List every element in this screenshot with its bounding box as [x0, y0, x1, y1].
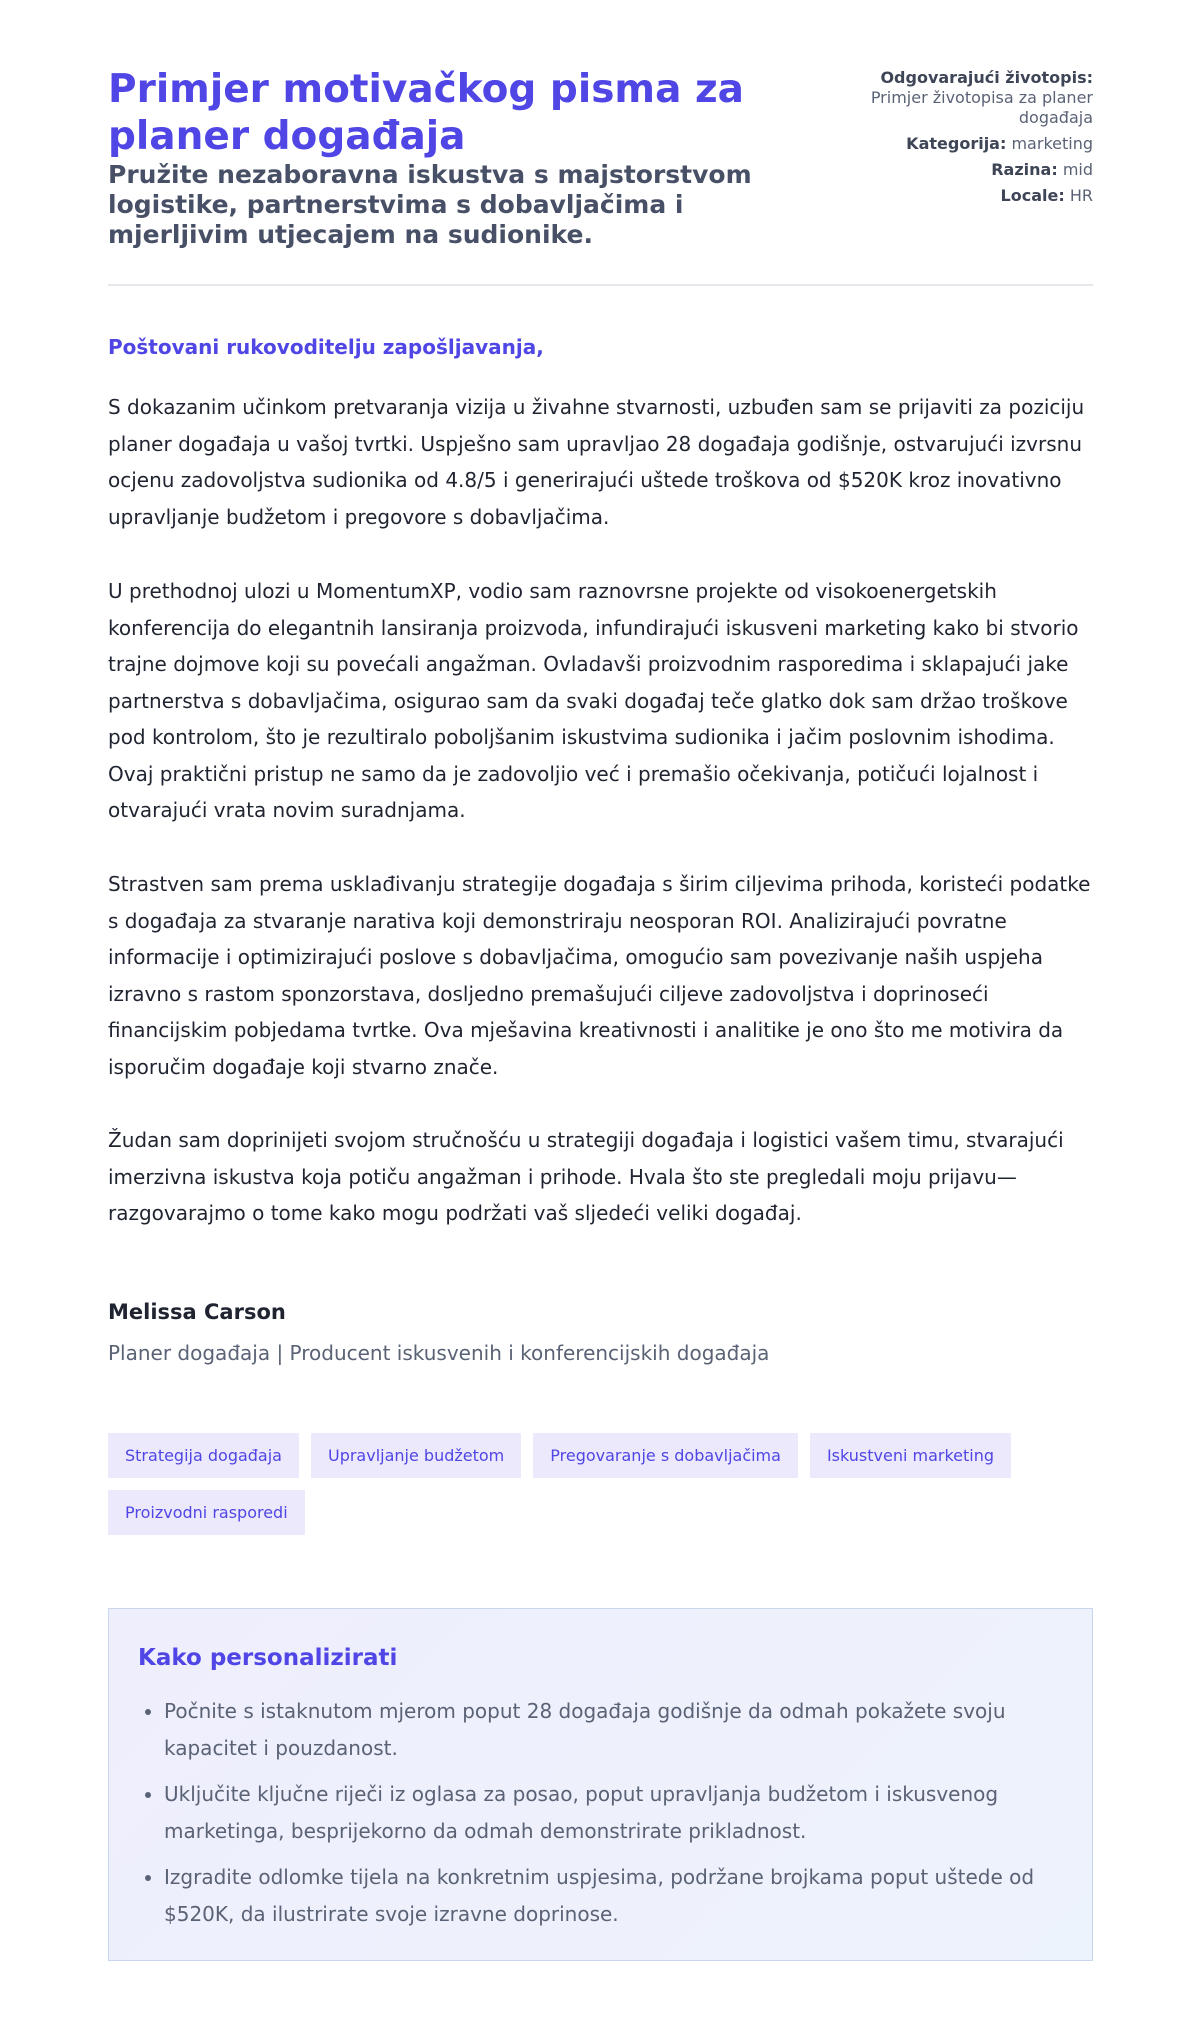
- tips-list: [138, 1693, 1084, 1942]
- meta-category-value: marketing: [1011, 134, 1093, 153]
- meta-level: [833, 160, 1093, 180]
- meta-resume-label: Odgovarajući životopis:: [880, 68, 1093, 87]
- tips-title: Kako personalizirati: [138, 1645, 398, 1671]
- skill-tag: Upravljanje budžetom: [311, 1433, 521, 1478]
- meta-level-value: mid: [1062, 160, 1093, 179]
- tip-item: • Izgradite odlomke tijela na konkretnim uspjesima, podržane brojkama poput uštede od $520K, da ilustrirate svoje izravne doprinose.: [164, 1859, 1084, 1932]
- letter-paragraph: Žudan sam doprinijeti svojom stručnošću u strategiji događaja i logistici vašem timu, stvarajući imerzivna iskustva koja potiču angažman i prihode. Hvala što ste pregledali moju prijavu—razgovarajmo o tome kako mogu podržati vaš sljedeći veliki događaj.: [108, 1128, 1064, 1225]
- meta-category: [833, 134, 1093, 154]
- page-header: [108, 0, 1093, 286]
- tip-item: • Počnite s istaknutom mjerom poput 28 događaja godišnje da odmah pokažete svoju kapacitet i pouzdanost.: [164, 1693, 1084, 1766]
- meta-locale-value: HR: [1069, 186, 1093, 205]
- skill-tag: Proizvodni rasporedi: [108, 1490, 305, 1535]
- meta-panel: [833, 68, 1093, 212]
- meta-resume: [833, 68, 1093, 128]
- letter-paragraph: S dokazanim učinkom pretvaranja vizija u živahne stvarnosti, uzbuđen sam se prijaviti za poziciju planer događaja u vašoj tvrtki. Uspješno sam upravljao 28 događaja godišnje, ostvarujući izvrsnu ocjenu zadovoljstva sudionika od 4.8/5 i generirajući uštede troškova od $520K kroz inovativno upravljanje budžetom i pregovore s dobavljačima.: [108, 395, 1085, 529]
- skill-tags: [108, 1433, 1093, 1535]
- meta-category-label: Kategorija:: [906, 134, 1007, 153]
- personalization-tips-panel: [108, 1608, 1093, 1961]
- meta-locale-label: Locale:: [1000, 186, 1065, 205]
- page-subtitle: Pružite nezaboravna iskustva s majstorstvom logistike, partnerstvima s dobavljačima i mjerljivim utjecajem na sudionike.: [108, 160, 752, 249]
- meta-locale: [833, 186, 1093, 206]
- letter-paragraph: U prethodnoj ulozi u MomentumXP, vodio sam raznovrsne projekte od visokoenergetskih konferencija do elegantnih lansiranja proizvoda, infundirajući iskusveni marketing kako bi stvorio trajne dojmove koji su povećali angažman. Ovladavši proizvodnim rasporedima i sklapajući jake partnerstva s dobavljačima, osigurao sam da svaki događaj teče glatko dok sam držao troškove pod kontrolom, što je rezultiralo poboljšanim iskustvima sudionika i jačim poslovnim ishodima. Ovaj praktični pristup ne samo da je zadovoljio već i premašio očekivanja, potičući lojalnost i otvarajući vrata novim suradnjama.: [108, 579, 1079, 822]
- letter-paragraph: Strastven sam prema usklađivanju strategije događaja s širim ciljevima prihoda, koristeći podatke s događaja za stvaranje narativa koji demonstriraju neosporan ROI. Analizirajući povratne informacije i optimizirajući poslove s dobavljačima, omogućio sam povezivanje naših uspjeha izravno s rastom sponzorstava, dosljedno premašujući ciljeve zadovoljstva i doprinoseći financijskim pobjedama tvrtke. Ova mješavina kreativnosti i analitike je ono što me motivira da isporučim događaje koji stvarno znače.: [108, 872, 1091, 1079]
- skill-tag: Pregovaranje s dobavljačima: [533, 1433, 798, 1478]
- skill-tag: Iskustveni marketing: [810, 1433, 1011, 1478]
- page-title: Primjer motivačkog pisma za planer događaja: [108, 67, 744, 159]
- meta-resume-link[interactable]: Primjer životopisa za planer događaja: [870, 88, 1093, 127]
- cover-letter-page: [108, 0, 1093, 1926]
- letter-salutation: Poštovani rukovoditelju zapošljavanja,: [108, 335, 544, 359]
- meta-level-label: Razina:: [991, 160, 1058, 179]
- signature-role: Planer događaja | Producent iskusvenih i konferencijskih događaja: [108, 1341, 770, 1365]
- signature-name: Melissa Carson: [108, 1300, 286, 1324]
- skill-tag: Strategija događaja: [108, 1433, 299, 1478]
- tip-item: • Uključite ključne riječi iz oglasa za posao, poput upravljanja budžetom i iskusvenog marketinga, besprijekorno da odmah demonstrirate prikladnost.: [164, 1776, 1084, 1849]
